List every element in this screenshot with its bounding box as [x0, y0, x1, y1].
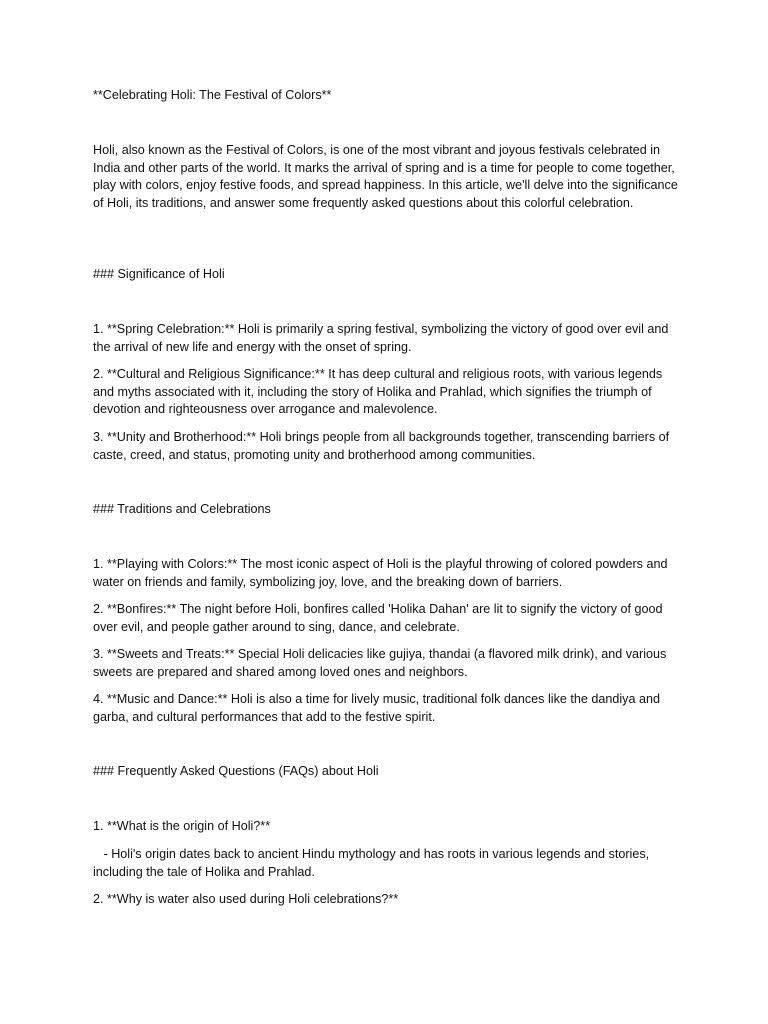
list-item: 2. **Cultural and Religious Significance:** It has deep cultural and religious roots, with various legends and myths associated with it, including the story of Holika and Prahlad, which signifies the triumph of devotion and righteousness over arrogance and malevolence. — [93, 367, 663, 417]
faq-question: 2. **Why is water also used during Holi celebrations?** — [93, 892, 399, 906]
section-heading-traditions: ### Traditions and Celebrations — [93, 502, 271, 516]
section-heading-significance: ### Significance of Holi — [93, 267, 225, 281]
faq-question: 1. **What is the origin of Holi?** — [93, 819, 271, 833]
list-item: 3. **Sweets and Treats:** Special Holi delicacies like gujiya, thandai (a flavored milk drink), and various sweets are prepared and shared among loved ones and neighbors. — [93, 647, 667, 679]
section-heading-faqs: ### Frequently Asked Questions (FAQs) about Holi — [93, 764, 379, 778]
document-title: **Celebrating Holi: The Festival of Colors** — [93, 88, 332, 102]
list-item: 2. **Bonfires:** The night before Holi, bonfires called 'Holika Dahan' are lit to signify the victory of good over evil, and people gather around to sing, dance, and celebrate. — [93, 602, 663, 634]
intro-paragraph: Holi, also known as the Festival of Colors, is one of the most vibrant and joyous festivals celebrated in India and other parts of the world. It marks the arrival of spring and is a time for people to come together, play with colors, enjoy festive foods, and spread happiness. In this article, we'll delve into the significance of Holi, its traditions, and answer some frequently asked questions about this colorful celebration. — [93, 143, 678, 210]
faq-answer: - Holi's origin dates back to ancient Hindu mythology and has roots in various legends and stories, including the tale of Holika and Prahlad. — [93, 847, 653, 879]
list-item: 1. **Spring Celebration:** Holi is primarily a spring festival, symbolizing the victory of good over evil and the arrival of new life and energy with the onset of spring. — [93, 322, 669, 354]
list-item: 3. **Unity and Brotherhood:** Holi brings people from all backgrounds together, transcending barriers of caste, creed, and status, promoting unity and brotherhood among communities. — [93, 430, 670, 462]
list-item: 4. **Music and Dance:** Holi is also a time for lively music, traditional folk dances like the dandiya and garba, and cultural performances that add to the festive spirit. — [93, 692, 660, 724]
list-item: 1. **Playing with Colors:** The most iconic aspect of Holi is the playful throwing of colored powders and water on friends and family, symbolizing joy, love, and the breaking down of barriers. — [93, 557, 668, 589]
